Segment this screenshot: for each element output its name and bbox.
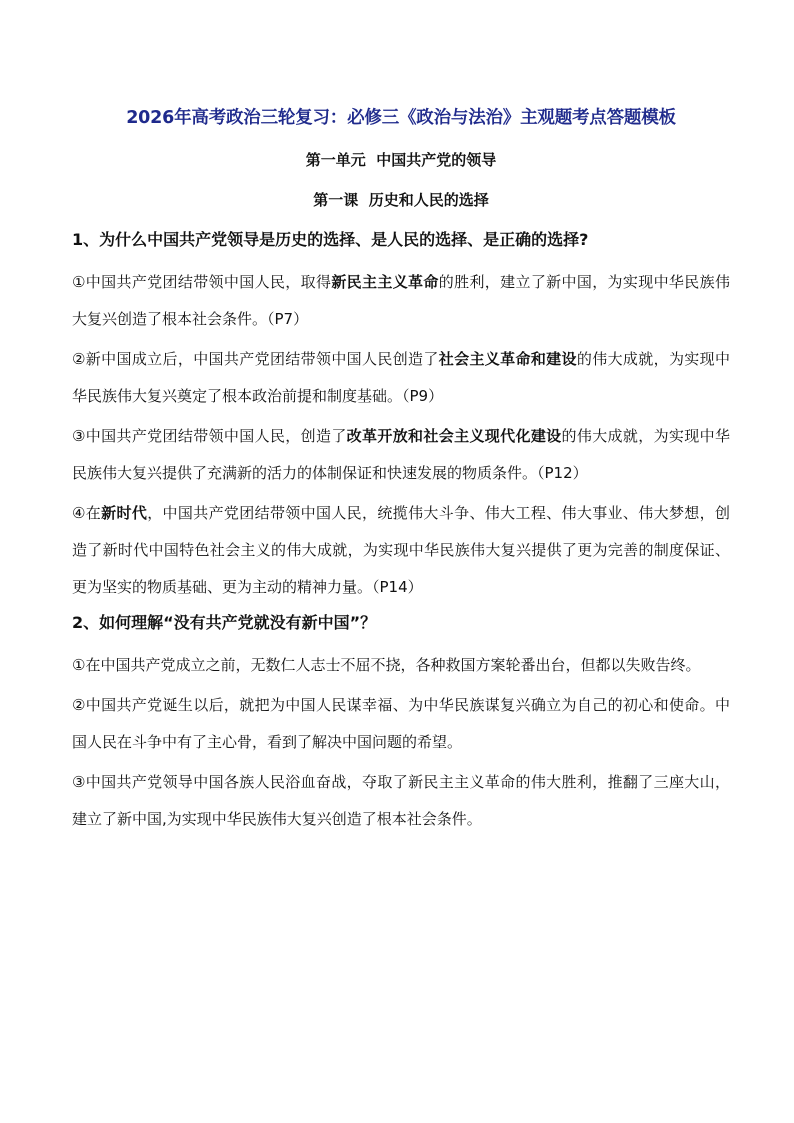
document-page: [72, 102, 730, 841]
answer-text: ，中国共产党团结带领中国人民，统揽伟大斗争、伟大工程、伟大事业、伟大梦想，创造了新时代中国特色社会主义的伟大成就，为实现中华民族伟大复兴提供了更为完善的制度保证、更为坚实的物质基础、更为主动的精神力量。（P14）: [72, 504, 730, 596]
answer-keyword: 新民主主义革命: [331, 273, 439, 291]
lesson-title: 第一课 历史和人民的选择: [313, 191, 489, 209]
unit-title: 第一单元 中国共产党的领导: [305, 151, 497, 169]
answer-text: 的伟大成就，为实现中华民族伟大复兴提供了充满新的活力的体制保证和快速发展的物质条件。（P12）: [72, 427, 730, 482]
document-title: 2026年高考政治三轮复习：必修三《政治与法治》主观题考点答题模板: [126, 108, 676, 128]
answer-text: ④在: [72, 504, 102, 522]
answer-text: 的伟大成就，为实现中华民族伟大复兴奠定了根本政治前提和制度基础。（P9）: [72, 350, 730, 405]
question-1: 1、为什么中国共产党领导是历史的选择、是人民的选择、是正确的选择?: [72, 230, 589, 249]
answer-keyword: 改革开放和社会主义现代化建设: [346, 427, 562, 445]
answer-1-point-4: [72, 495, 730, 606]
answer-1-point-2: [72, 341, 730, 415]
answer-text: ②新中国成立后，中国共产党团结带领中国人民创造了: [72, 350, 439, 368]
answer-text: 的胜利，建立了新中国，为实现中华民族伟大复兴创造了根本社会条件。（P7）: [72, 273, 730, 328]
answer-keyword: 社会主义革命和建设: [438, 350, 577, 368]
answer-1-point-1: [72, 264, 730, 338]
answer-1-point-3: [72, 418, 730, 492]
answer-keyword: 新时代: [101, 504, 148, 522]
answer-text: ①中国共产党团结带领中国人民，取得: [72, 273, 332, 291]
answer-2-point-2: ②中国共产党诞生以后，就把为中国人民谋幸福、为中华民族谋复兴确立为自己的初心和使命。中国人民在斗争中有了主心骨，看到了解决中国问题的希望。: [72, 696, 730, 751]
answer-2-point-1: ①在中国共产党成立之前，无数仁人志士不屈不挠，各种救国方案轮番出台，但都以失败告终。: [72, 656, 701, 674]
answer-text: ③中国共产党团结带领中国人民，创造了: [72, 427, 347, 445]
question-2: 2、如何理解“没有共产党就没有新中国”？: [72, 613, 377, 632]
answer-2-point-3: ③中国共产党领导中国各族人民浴血奋战，夺取了新民主主义革命的伟大胜利，推翻了三座大山，建立了新中国,为实现中华民族伟大复兴创造了根本社会条件。: [72, 773, 730, 828]
